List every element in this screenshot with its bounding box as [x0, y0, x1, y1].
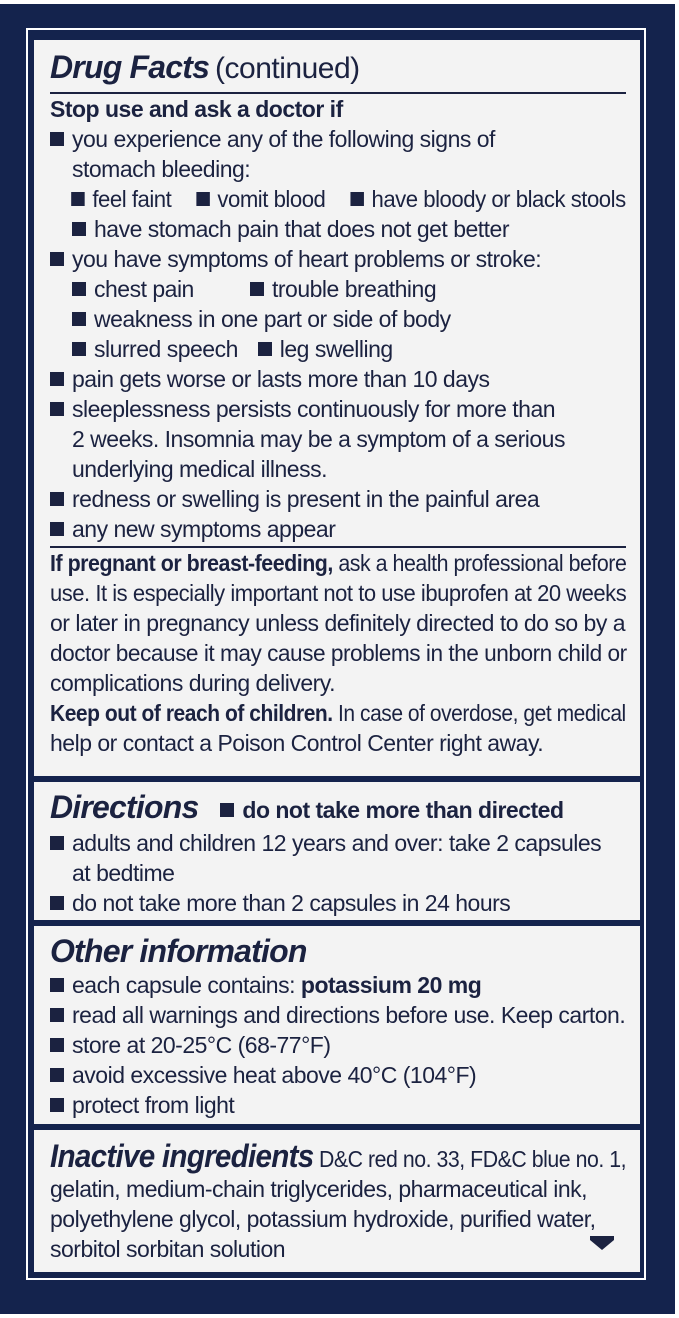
bullet-square-icon [196, 192, 209, 206]
bullet-square-icon [50, 1068, 64, 1082]
list-item: read all warnings and directions before use. Keep carton. [50, 1000, 626, 1030]
list-item-continuation: at bedtime [72, 860, 175, 886]
ingredients-line: sorbitol sorbitan solution [50, 1236, 286, 1262]
list-item: do not take more than 2 capsules in 24 hours [50, 888, 626, 918]
list-item: redness or swelling is present in the painful area [50, 484, 626, 514]
directions-title: Directions [50, 789, 199, 825]
list-item: store at 20-25°C (68-77°F) [50, 1030, 626, 1060]
continue-down-arrow-icon [590, 1240, 614, 1250]
list-item: adults and children 12 years and over: take 2 capsules [50, 828, 626, 858]
bullet-square-icon [72, 282, 86, 296]
other-information-title: Other information [50, 933, 307, 969]
bullet-square-icon [350, 192, 363, 206]
keep-out-warning: Keep out of reach of children. In case of overdose, get medical [50, 700, 626, 726]
bullet-square-icon [50, 492, 64, 506]
list-item: avoid excessive heat above 40°C (104°F) [50, 1060, 626, 1090]
bullet-square-icon [258, 342, 272, 356]
inactive-ingredients-title: Inactive ingredients [50, 1138, 314, 1174]
list-item: each capsule contains: potassium 20 mg [50, 970, 626, 1000]
bullet-square-icon [50, 1098, 64, 1112]
list-item: have stomach pain that does not get better [50, 214, 626, 244]
list-item: chest pain trouble breathing [50, 274, 626, 304]
ingredients-line: gelatin, medium-chain triglycerides, pharmaceutical ink, [50, 1176, 588, 1202]
pregnancy-text-line: complications during delivery. [50, 670, 335, 696]
pregnancy-text-line: or later in pregnancy unless definitely directed to do so by a [50, 610, 626, 636]
drug-facts-panel [34, 40, 640, 776]
drug-facts-continued: (continued) [215, 52, 360, 85]
bullet-square-icon [50, 132, 64, 146]
list-item: you experience any of the following signs of [50, 124, 626, 154]
list-item: pain gets worse or lasts more than 10 days [50, 364, 626, 394]
list-item: any new symptoms appear [50, 514, 626, 546]
list-item: weakness in one part or side of body [50, 304, 626, 334]
list-item: you have symptoms of heart problems or stroke: [50, 244, 626, 274]
ingredients-line: polyethylene glycol, potassium hydroxide, purified water, [50, 1206, 596, 1232]
directions-warning: do not take more than directed [242, 797, 564, 823]
list-item-continuation: underlying medical illness. [72, 456, 327, 482]
bullet-square-icon [250, 282, 264, 296]
bullet-square-icon [50, 372, 64, 386]
bullet-square-icon [50, 896, 64, 910]
drug-facts-title: Drug Facts [50, 49, 210, 85]
bullet-square-icon [50, 978, 64, 992]
other-information-panel [34, 926, 640, 1124]
inactive-ingredients-header: Inactive ingredients D&C red no. 33, FD&C blue no. 1, [50, 1138, 627, 1174]
bullet-square-icon [71, 192, 84, 206]
stop-use-heading: Stop use and ask a doctor if [50, 96, 343, 122]
bullet-square-icon [72, 222, 86, 236]
other-information-header [50, 926, 626, 970]
bullet-square-icon [50, 1038, 64, 1052]
bullet-square-icon [50, 402, 64, 416]
bullet-square-icon [50, 522, 64, 536]
pregnancy-text-line: use. It is especially important not to use ibuprofen at 20 weeks [50, 580, 627, 606]
list-item: slurred speech leg swelling [50, 334, 626, 364]
keep-out-text-line: help or contact a Poison Control Center right away. [50, 730, 544, 756]
list-item: protect from light [50, 1090, 626, 1120]
list-item-continuation: stomach bleeding: [72, 156, 251, 182]
inactive-ingredients-panel [34, 1130, 640, 1272]
bullet-square-icon [72, 342, 86, 356]
list-item: feel faint vomit blood have bloody or black stools [50, 184, 605, 214]
bullet-square-icon [72, 312, 86, 326]
drug-facts-header [50, 40, 626, 92]
pregnancy-text-line: doctor because it may cause problems in the unborn child or [50, 640, 627, 666]
list-item-continuation: 2 weeks. Insomnia may be a symptom of a serious [72, 426, 565, 452]
bullet-square-icon [50, 1008, 64, 1022]
directions-panel [34, 782, 640, 920]
bullet-square-icon [50, 252, 64, 266]
pregnancy-warning: If pregnant or breast-feeding, ask a health professional before [50, 550, 627, 576]
list-item: sleeplessness persists continuously for more than [50, 394, 626, 424]
directions-header [50, 782, 626, 828]
bullet-square-icon [220, 803, 234, 817]
bullet-square-icon [50, 836, 64, 850]
